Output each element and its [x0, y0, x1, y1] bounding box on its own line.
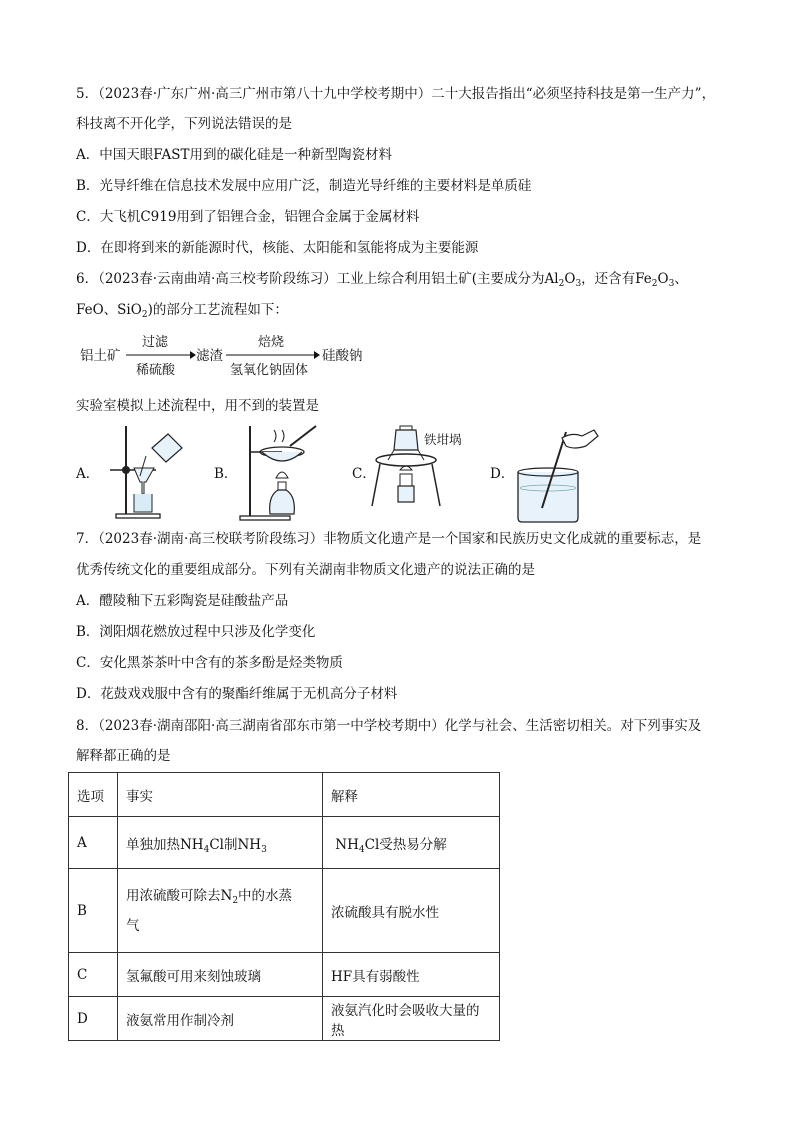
flow-start: 铝土矿	[80, 348, 121, 364]
q5-option-a[interactable]: A．中国天眼FAST用到的碳化硅是一种新型陶瓷材料	[76, 147, 392, 163]
q5-stem-line1: 5．（2023春·广东广州·高三广州市第八十九中学校考期中）二十大报告指出“必须坚持科技是第一生产力”，	[76, 86, 716, 102]
flow-step2-top: 焙烧	[258, 335, 285, 350]
flow-step2-bottom: 氢氧化钠固体	[230, 363, 309, 378]
row-fact: 用浓硫酸可除去$N_2$中的水蒸 气	[118, 869, 323, 953]
q8-stem-line2: 解释都正确的是	[76, 748, 171, 764]
q8-stem-line1: 8．（2023春·湖南邵阳·高三湖南省邵东市第一中学校考期中）化学与社会、生活密切相关。对下列事实及	[76, 718, 702, 734]
row-option: D	[69, 997, 118, 1041]
row-explanation: HF具有弱酸性	[323, 953, 500, 997]
q5-option-b[interactable]: B．光导纤维在信息技术发展中应用广泛，制造光导纤维的主要材料是单质硅	[76, 178, 532, 194]
q7-option-c[interactable]: C．安化黑茶茶叶中含有的茶多酚是烃类物质	[76, 655, 343, 671]
row-explanation: 液氨汽化时会吸收大量的热	[323, 997, 500, 1041]
crucible-label: 铁坩埚	[424, 432, 462, 447]
stirring-beaker-icon[interactable]	[512, 426, 608, 526]
row-fact: 氢氟酸可用来刻蚀玻璃	[118, 953, 323, 997]
row-fact: 单独加热$NH_4Cl$制$NH_3$	[118, 817, 323, 869]
flow-end: 硅酸钠	[322, 348, 363, 364]
flow-arrow-1	[126, 348, 196, 362]
flow-step1-bottom: 稀硫酸	[136, 363, 176, 378]
row-option: C	[69, 953, 118, 997]
q6-stem-line2: FeO、SiO$_2$)的部分工艺流程如下：	[76, 302, 288, 320]
q6-option-b-label[interactable]: B．	[214, 466, 238, 482]
header-fact: 事实	[118, 773, 323, 817]
header-explanation: 解释	[323, 773, 500, 817]
q6-option-a-label[interactable]: A．	[76, 466, 100, 482]
q5-stem-line2: 科技离不开化学，下列说法错误的是	[76, 116, 292, 132]
q7-option-d[interactable]: D．花鼓戏戏服中含有的聚酯纤维属于无机高分子材料	[76, 686, 398, 702]
row-explanation: $NH_4Cl$受热易分解	[323, 817, 500, 869]
q6-option-d-label[interactable]: D．	[490, 466, 515, 482]
table-row[interactable]	[69, 869, 500, 953]
evaporation-apparatus-icon[interactable]	[232, 422, 332, 522]
q6-option-c-label[interactable]: C．	[352, 466, 376, 482]
row-explanation: 浓硫酸具有脱水性	[323, 869, 500, 953]
row-option: A	[69, 817, 118, 869]
table-row[interactable]	[69, 953, 500, 997]
q7-option-b[interactable]: B．浏阳烟花燃放过程中只涉及化学变化	[76, 624, 316, 640]
q5-option-d[interactable]: D．在即将到来的新能源时代，核能、太阳能和氢能将成为主要能源	[76, 240, 479, 256]
q6-stem-line1: 6．（2023春·云南曲靖·高三校考阶段练习）工业上综合利用铝土矿(主要成分为$Al_2O_3$，还含有$Fe_2O_3$、	[76, 271, 688, 289]
row-option: B	[69, 869, 118, 953]
q8-options-table	[68, 772, 500, 1041]
q7-option-a[interactable]: A．醴陵釉下五彩陶瓷是硅酸盐产品	[76, 593, 289, 609]
q6-question: 实验室模拟上述流程中，用不到的装置是	[76, 398, 319, 414]
header-option: 选项	[69, 773, 118, 817]
q5-option-c[interactable]: C．大飞机C919用到了铝锂合金，铝锂合金属于金属材料	[76, 209, 420, 225]
filtration-apparatus-icon[interactable]	[96, 420, 196, 520]
flow-mid: 滤渣	[196, 348, 223, 364]
table-row[interactable]	[69, 817, 500, 869]
q7-stem-line1: 7．（2023春·湖南·高三校联考阶段练习）非物质文化遗产是一个国家和民族历史文化成就的重要标志，是	[76, 531, 702, 547]
row-fact: 液氨常用作制冷剂	[118, 997, 323, 1041]
table-header-row	[69, 773, 500, 817]
q7-stem-line2: 优秀传统文化的重要组成部分。下列有关湖南非物质文化遗产的说法正确的是	[76, 562, 535, 578]
flow-step1-top: 过滤	[142, 335, 169, 350]
table-row[interactable]	[69, 997, 500, 1041]
flow-arrow-2	[226, 348, 320, 362]
